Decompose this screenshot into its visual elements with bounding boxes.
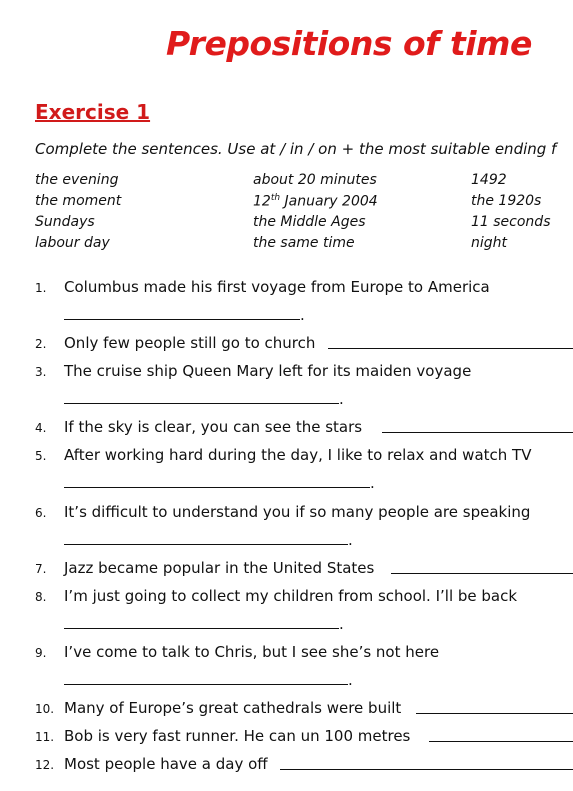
answer-blank[interactable] — [64, 319, 300, 320]
answer-blank[interactable] — [64, 487, 370, 488]
question-number: 8. — [35, 590, 47, 604]
ending-item: Sundays — [35, 214, 95, 230]
ending-item: the evening — [35, 172, 119, 188]
question-number: 1. — [35, 281, 47, 295]
question-text: I’ve come to talk to Chris, but I see she’s not here — [64, 643, 440, 661]
period: . — [370, 474, 375, 492]
answer-blank[interactable] — [391, 573, 573, 574]
question-number: 11. — [35, 730, 55, 744]
answer-blank[interactable] — [382, 432, 573, 433]
question-text: It’s difficult to understand you if so many people are speaking — [64, 503, 531, 521]
ending-item: labour day — [35, 235, 110, 251]
question-text: After working hard during the day, I like to relax and watch TV — [64, 446, 532, 464]
period: . — [339, 615, 344, 633]
page-title: Prepositions of time — [166, 24, 532, 63]
ending-item: the same time — [253, 235, 355, 251]
period: . — [348, 531, 353, 549]
ending-item: the Middle Ages — [253, 214, 366, 230]
ending-item: about 20 minutes — [253, 172, 377, 188]
answer-blank[interactable] — [280, 769, 573, 770]
question-text: Jazz became popular in the United States — [64, 559, 375, 577]
question-text: Columbus made his first voyage from Europe to America — [64, 278, 490, 296]
question-text: Bob is very fast runner. He can un 100 metres — [64, 727, 411, 745]
question-number: 12. — [35, 758, 55, 772]
question-text: Most people have a day off — [64, 755, 268, 773]
question-number: 5. — [35, 449, 47, 463]
question-number: 4. — [35, 421, 47, 435]
answer-blank[interactable] — [416, 713, 573, 714]
period: . — [348, 671, 353, 689]
ending-item: the moment — [35, 193, 122, 209]
ending-item — [253, 193, 378, 210]
period: . — [300, 306, 305, 324]
ending-day: 12 — [253, 193, 271, 210]
answer-blank[interactable] — [64, 544, 348, 545]
question-number: 2. — [35, 337, 47, 351]
question-text: If the sky is clear, you can see the stars — [64, 418, 363, 436]
ending-item: night — [471, 235, 508, 251]
endings-table — [0, 172, 573, 256]
question-number: 6. — [35, 506, 47, 520]
period: . — [339, 390, 344, 408]
answer-blank[interactable] — [64, 403, 339, 404]
question-text: The cruise ship Queen Mary left for its maiden voyage — [64, 362, 472, 380]
ordinal-suffix: th — [270, 193, 281, 203]
ending-item: 11 seconds — [471, 214, 551, 230]
question-text: Only few people still go to church — [64, 334, 316, 352]
instructions: Complete the sentences. Use at / in / on + the most suitable ending f — [35, 140, 557, 158]
question-number: 7. — [35, 562, 47, 576]
question-number: 3. — [35, 365, 47, 379]
ending-month-year: January 2004 — [280, 193, 378, 210]
question-number: 9. — [35, 646, 47, 660]
answer-blank[interactable] — [64, 628, 339, 629]
question-text: I’m just going to collect my children from school. I’ll be back — [64, 587, 518, 605]
ending-item: 1492 — [471, 172, 507, 188]
question-text: Many of Europe’s great cathedrals were built — [64, 699, 402, 717]
answer-blank[interactable] — [64, 684, 348, 685]
exercise-heading: Exercise 1 — [35, 100, 151, 124]
answer-blank[interactable] — [429, 741, 573, 742]
answer-blank[interactable] — [328, 348, 573, 349]
question-number: 10. — [35, 702, 55, 716]
ending-item: the 1920s — [471, 193, 542, 209]
